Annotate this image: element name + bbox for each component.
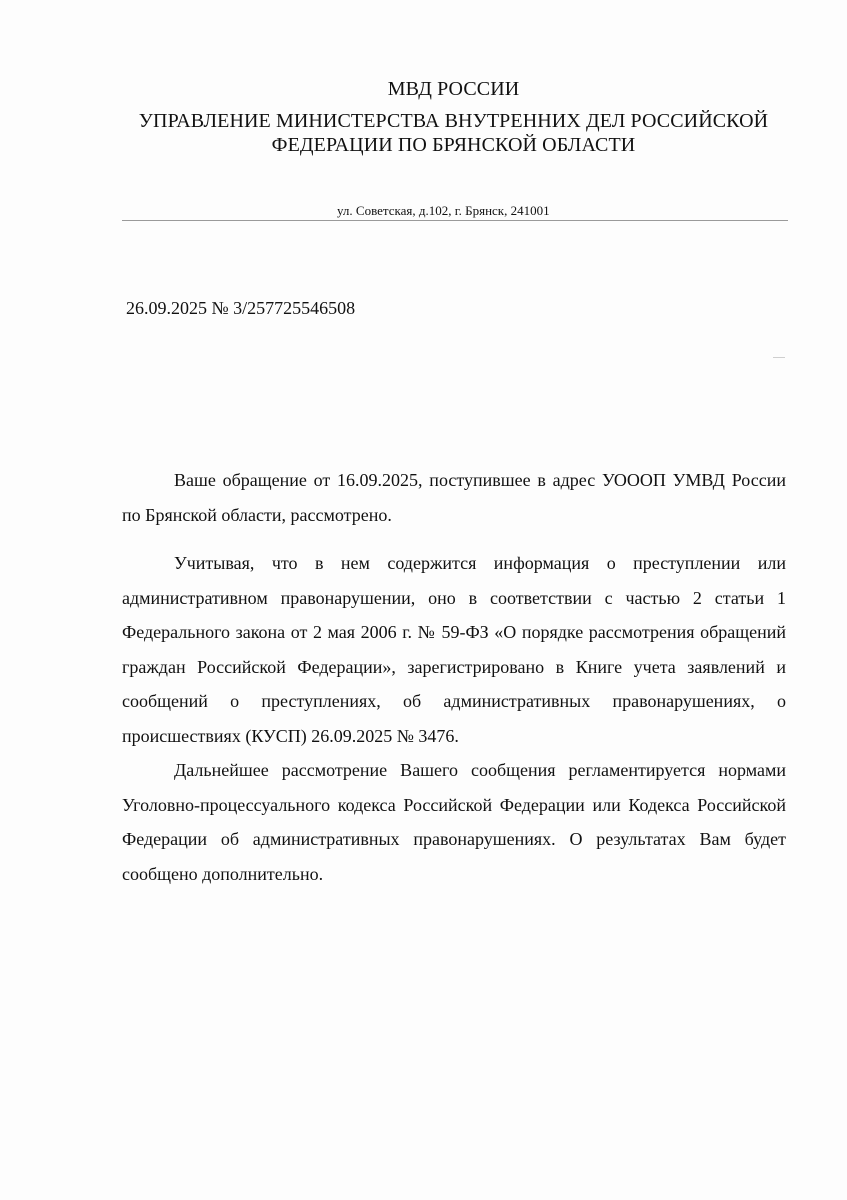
scan-mark — [773, 357, 785, 358]
ministry-title: МВД РОССИИ — [387, 78, 520, 100]
department-title-line-1: УПРАВЛЕНИЕ МИНИСТЕРСТВА ВНУТРЕННИХ ДЕЛ РОССИЙСКОЙ — [138, 110, 769, 132]
department-title-line-2: ФЕДЕРАЦИИ ПО БРЯНСКОЙ ОБЛАСТИ — [271, 134, 636, 156]
letter-body — [122, 463, 786, 891]
body-paragraph-1: Ваше обращение от 16.09.2025, поступившее в адрес УОООП УМВД России по Брянской области, рассмотрено. — [122, 470, 786, 525]
body-paragraph-2: Учитывая, что в нем содержится информация о преступлении или административном правонарушении, оно в соответствии с частью 2 статьи 1 Федерального закона от 2 мая 2006 г. № 59-ФЗ «О порядке рассмотрения обращений граждан Российской Федерации», зарегистрировано в Книге учета заявлений и сообщений о преступлениях, об административных правонарушениях, о происшествиях (КУСП) 26.09.2025 № 3476. — [122, 553, 786, 746]
body-paragraph-3: Дальнейшее рассмотрение Вашего сообщения регламентируется нормами Уголовно-процессуального кодекса Российской Федерации или Кодекса Российской Федерации об административных правонарушениях. О результатах Вам будет сообщено дополнительно. — [122, 760, 786, 884]
header-divider — [122, 220, 788, 221]
document-date-number: 26.09.2025 № 3/257725546508 — [126, 298, 356, 318]
department-address: ул. Советская, д.102, г. Брянск, 241001 — [337, 203, 550, 218]
